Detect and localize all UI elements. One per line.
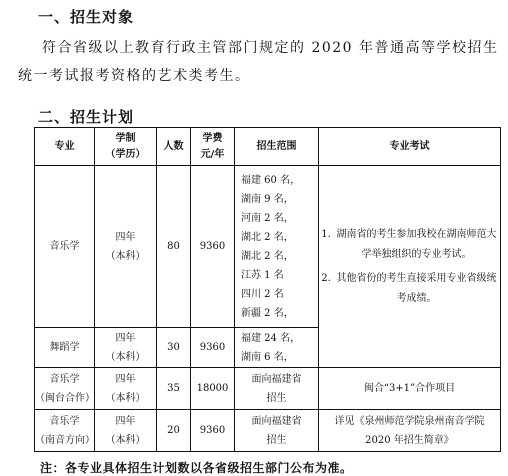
row3-scope	[235, 368, 319, 410]
row2-system	[95, 328, 157, 368]
row4-system-line2: （本科）	[105, 434, 146, 446]
row4-exam: 详见《泉州师范学院泉州南音学院 2020 年招生简章》	[319, 410, 501, 452]
row3-major-line1: 音乐学	[49, 373, 80, 385]
scope-line: 四川 2 名	[241, 288, 284, 300]
scope-line: 湖南 9 名，	[241, 193, 294, 205]
exam-item-number: 2.	[321, 272, 331, 284]
row3-fee: 18000	[191, 368, 235, 410]
exam-item-text: 其他省份的考生直接采用专业省级统考成绩。	[336, 272, 497, 304]
row4-major	[35, 410, 95, 452]
row1-system-line2: （本科）	[105, 250, 146, 262]
scope-line: 面向福建省	[251, 415, 302, 427]
row3-system-line1: 四年	[115, 373, 136, 385]
exam-requirements	[319, 166, 501, 368]
row1-scope	[235, 166, 319, 328]
header-count: 人数	[157, 128, 191, 166]
row4-fee: 9360	[191, 410, 235, 452]
header-fee-line2: 元/年	[200, 148, 225, 160]
exam-item	[319, 225, 500, 265]
row4-system	[95, 410, 157, 452]
header-scope: 招生范围	[235, 128, 319, 166]
row2-system-line1: 四年	[115, 332, 136, 344]
header-fee-line1: 学费	[202, 132, 223, 144]
row2-fee: 9360	[191, 328, 235, 368]
row1-major: 音乐学	[35, 166, 95, 328]
header-system-line1: 学制	[115, 132, 136, 144]
row1-count: 80	[157, 166, 191, 328]
table-row	[35, 368, 501, 410]
header-fee	[191, 128, 235, 166]
row3-count: 35	[157, 368, 191, 410]
row4-major-line2: （南音方向）	[35, 434, 95, 446]
exam-item-number: 1.	[321, 228, 331, 240]
row4-system-line1: 四年	[115, 415, 136, 427]
section1-paragraph: 符合省级以上教育行政主管部门规定的 2020 年普通高等学校招生统一考试报考资格的艺术类考生。	[18, 40, 499, 84]
row2-scope	[235, 328, 319, 368]
header-exam: 专业考试	[319, 128, 501, 166]
scope-line: 面向福建省	[251, 373, 302, 385]
scope-line: 湖南 6 名，	[241, 351, 294, 363]
row3-major	[35, 368, 95, 410]
row3-major-line2: （闽台合作）	[35, 392, 95, 404]
scope-line: 河南 2 名，	[241, 212, 294, 224]
footnote: 注：各专业具体招生计划数以各省级招生部门公布为准。	[40, 461, 353, 475]
row2-count: 30	[157, 328, 191, 368]
table-row	[35, 166, 501, 328]
table-row	[35, 410, 501, 452]
row1-fee: 9360	[191, 166, 235, 328]
section2-heading: 二、招生计划	[38, 108, 135, 126]
section1-heading: 一、招生对象	[38, 8, 135, 26]
scope-line: 江苏 1 名	[241, 269, 284, 281]
row2-system-line2: （本科）	[105, 351, 146, 363]
row4-scope	[235, 410, 319, 452]
header-major: 专业	[35, 128, 95, 166]
row3-system-line2: （本科）	[105, 392, 146, 404]
row4-count: 20	[157, 410, 191, 452]
exam-item-text: 湖南省的考生参加我校在湖南师范大学举独组织的专业考试。	[336, 228, 497, 260]
enrollment-plan-table	[34, 127, 501, 452]
row2-major: 舞蹈学	[35, 328, 95, 368]
table-header-row	[35, 128, 501, 166]
scope-line: 福建 24 名，	[241, 332, 301, 344]
scope-line: 湖北 2 名，	[241, 231, 294, 243]
scope-line: 招生	[266, 434, 287, 446]
header-system-line2: （学历）	[105, 148, 146, 160]
header-system	[95, 128, 157, 166]
scope-line: 招生	[266, 392, 287, 404]
row3-exam: 闽合“3+1”合作项目	[319, 368, 501, 410]
exam-item	[319, 269, 500, 309]
row3-system	[95, 368, 157, 410]
row1-system	[95, 166, 157, 328]
scope-line: 湖北 2 名，	[241, 250, 294, 262]
scope-line: 福建 60 名，	[241, 174, 301, 186]
row1-system-line1: 四年	[115, 231, 136, 243]
scope-line: 新疆 2 名，	[241, 307, 294, 319]
row4-major-line1: 音乐学	[49, 415, 80, 427]
